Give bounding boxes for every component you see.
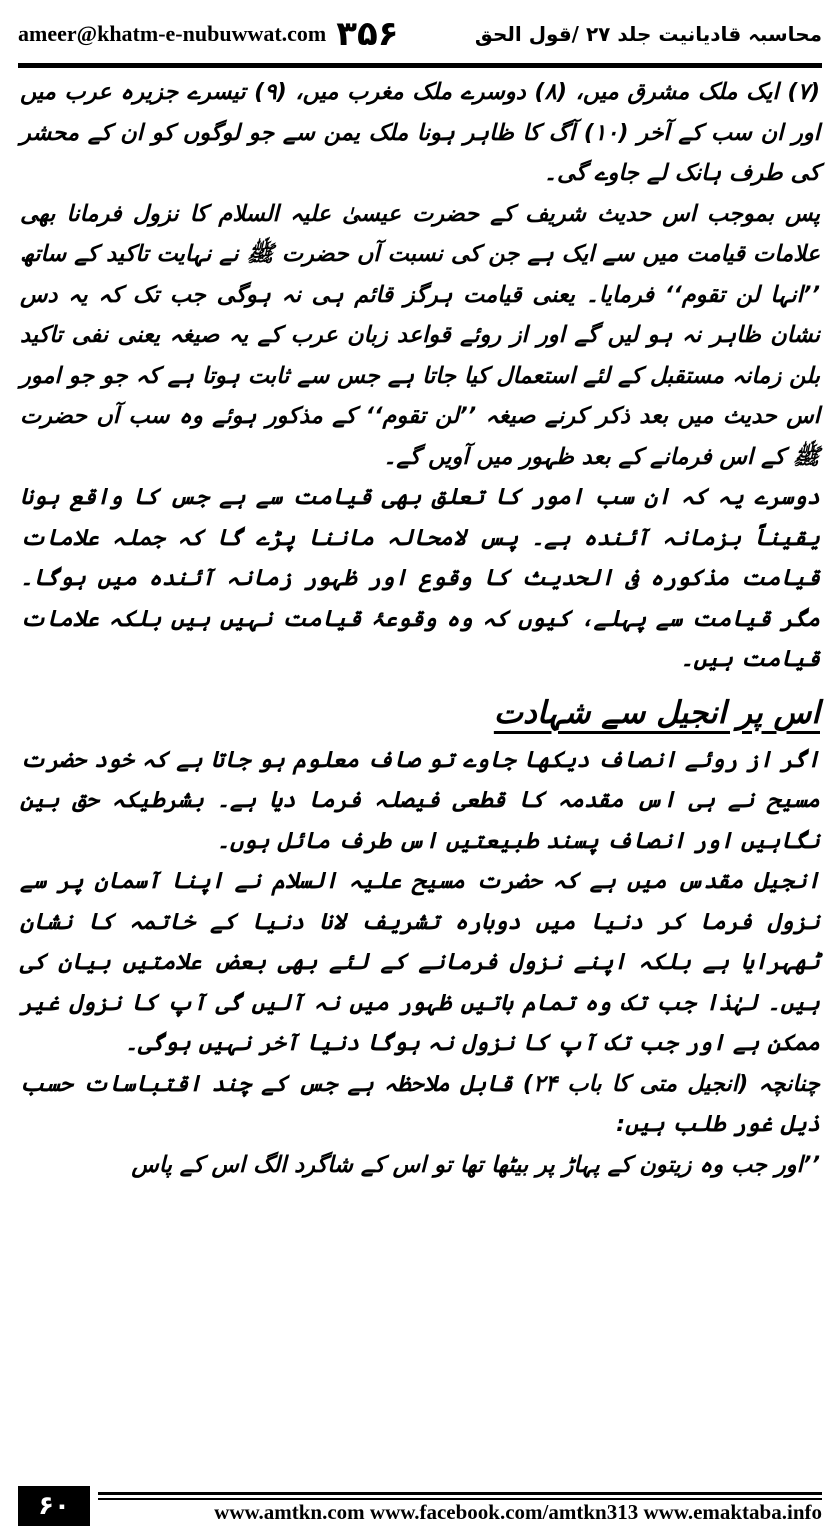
header-left [18, 14, 399, 54]
paragraph: چنانچہ (انجیل متی کا باب ۲۴) قابل ملاحظہ ہے جس کے چند اقتباسات حسب ذیل غور طلب ہیں: [20, 1070, 820, 1137]
paragraph: انجیل مقدس میں ہے کہ حضرت مسیح علیہ السلام نے اپنا آسمان پر سے نزول فرما کر دنیا میں دوبارہ تشریف لانا دنیا کے خاتمہ کا نشان ٹھہرایا ہے بلکہ اپنے نزول فرمانے کے لئے بھی بعض علامتیں بیان کی ہیں۔ لہٰذا جب تک وہ تمام باتیں ظہور میں نہ آلیں گی آپ کا نزول غیر ممکن ہے اور جب تک آپ کا نزول نہ ہوگا دنیا آخر نہیں ہوگی۔ [20, 868, 820, 1056]
header-rule [18, 63, 822, 68]
footer-rule [98, 1492, 822, 1495]
page-footer [18, 1486, 822, 1526]
footer-links: www.amtkn.com www.facebook.com/amtkn313 www.emaktaba.info [214, 1500, 822, 1524]
paragraph: ’’اور جب وہ زیتون کے پہاڑ پر بیٹھا تھا تو اس کے شاگرد الگ اس کے پاس [131, 1151, 820, 1178]
paragraph: اگر از روئے انصاف دیکھا جاوے تو صاف معلوم ہو جاتا ہے کہ خود حضرت مسیح نے ہی اس مقدمہ کا قطعی فیصلہ فرما دیا ہے۔ بشرطیکہ حق بین نگاہیں اور انصاف پسند طبیعتیں اس طرف مائل ہوں۔ [20, 746, 820, 854]
paragraph: (۷) ایک ملک مشرق میں، (۸) دوسرے ملک مغرب میں، (۹) تیسرے جزیرہ عرب میں اور ان سب کے آخر (۱۰) آگ کا ظاہر ہونا ملک یمن سے جو لوگوں کو ان کے محشر کی طرف ہانک لے جاوے گی۔ [20, 79, 821, 186]
header-page-number: ۳۵۶ [336, 14, 399, 54]
section-heading: اس پر انجیل سے شہادت [493, 694, 820, 731]
footer-page-number: ۶۰ [18, 1486, 90, 1526]
page-header [18, 8, 822, 60]
main-text [20, 72, 820, 1185]
header-book-title: محاسبہ قادیانیت جلد ۲۷ /قول الحق [474, 22, 822, 46]
paragraph: پس بموجب اس حدیث شریف کے حضرت عیسیٰ علیہ السلام کا نزول فرمانا بھی علامات قیامت میں سے ایک ہے جن کی نسبت آں حضرت ﷺ نے نہایت تاکید کے ساتھ ’’انہا لن تقوم‘‘ فرمایا۔ یعنی قیامت ہرگز قائم ہی نہ ہوگی جب تک کہ یہ دس نشان ظاہر نہ ہو لیں گے اور از روئے قواعد زبان عرب کے یہ صیغہ یعنی نفی تاکید بلن زمانہ مستقبل کے لئے استعمال کیا جاتا ہے جس سے ثابت ہوتا ہے کہ جو جو امور اس حدیث میں بعد ذکر کرنے صیغہ ’’لن تقوم‘‘ کے مذکور ہوئے وہ سب آں حضرت ﷺ کے اس فرمانے کے بعد ظہور میں آویں گے۔ [20, 200, 820, 470]
paragraph: دوسرے یہ کہ ان سب امور کا تعلق بھی قیامت سے ہے جس کا واقع ہونا یقیناً بزمانہ آئندہ ہے۔ پس لامحالہ ماننا پڑے گا کہ جملہ علامات قیامت مذکورہ فی الحدیث کا وقوع اور ظہور زمانہ آئندہ میں ہوگا۔ مگر قیامت سے پہلے، کیوں کہ وہ وقوعۂ قیامت نہیں ہیں بلکہ علامات قیامت ہیں۔ [20, 484, 820, 672]
header-email: ameer@khatm-e-nubuwwat.com [18, 21, 327, 46]
